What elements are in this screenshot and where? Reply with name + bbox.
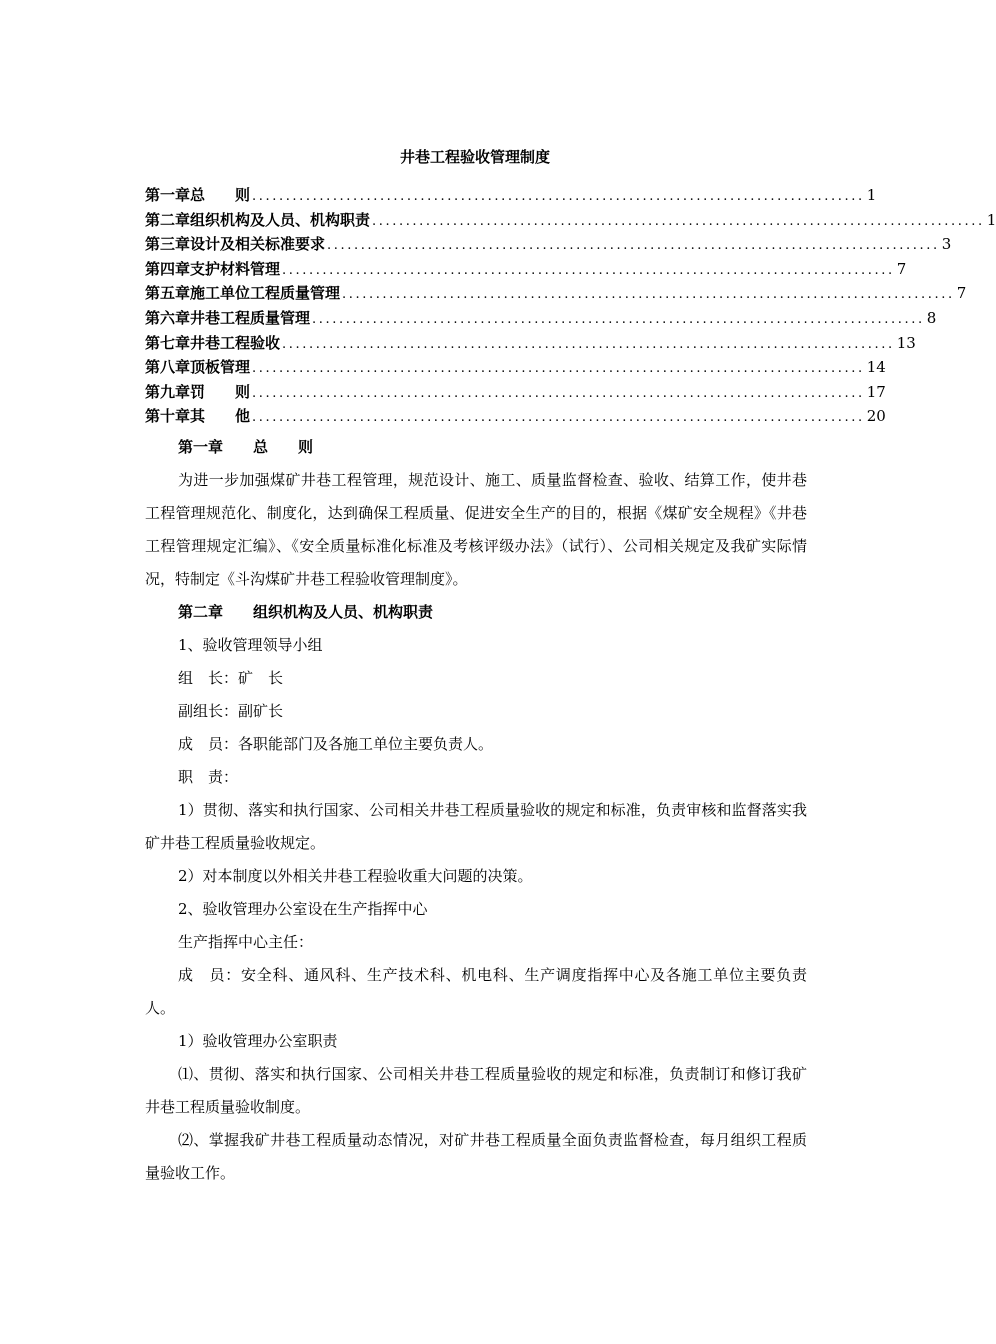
toc-entry[interactable] bbox=[145, 356, 886, 381]
paragraph: ⑵、掌握我矿井巷工程质量动态情况，对矿井巷工程质量全面负责监督检查，每月组织工程质量验收工作。 bbox=[145, 1131, 807, 1182]
toc-chapter-title: 井巷工程验收 bbox=[190, 333, 281, 352]
toc-chapter-number: 第十章 bbox=[145, 407, 191, 426]
toc-entry[interactable] bbox=[145, 405, 886, 430]
toc-chapter-title: 设计及相关标准要求 bbox=[190, 235, 326, 254]
toc-leader: ........................................................................................... bbox=[252, 189, 865, 204]
paragraph: 成 员：安全科、通风科、生产技术科、机电科、生产调度指挥中心及各施工单位主要负责人。 bbox=[145, 966, 807, 1017]
toc-chapter-number: 第三章 bbox=[145, 235, 191, 254]
toc-entry[interactable] bbox=[145, 381, 886, 406]
toc-chapter-title: 其 他 bbox=[190, 407, 251, 426]
toc-page-number: 14 bbox=[866, 358, 886, 377]
toc-page-number: 1 bbox=[866, 186, 877, 204]
document-title: 井巷工程验收管理制度 bbox=[399, 148, 550, 166]
table-of-contents bbox=[145, 184, 996, 430]
toc-entry[interactable] bbox=[145, 209, 996, 234]
toc-entry[interactable] bbox=[145, 307, 937, 332]
toc-page-number: 17 bbox=[866, 382, 886, 401]
paragraph: 职 责： bbox=[178, 768, 239, 786]
toc-chapter-number: 第九章 bbox=[145, 382, 191, 401]
toc-chapter-number: 第八章 bbox=[145, 358, 191, 377]
paragraph: 1）贯彻、落实和执行国家、公司相关井巷工程质量验收的规定和标准，负责审核和监督落实我矿井巷工程质量验收规定。 bbox=[145, 801, 807, 852]
paragraph: 1）验收管理办公室职责 bbox=[178, 1032, 338, 1050]
toc-leader: ........................................................................................... bbox=[252, 361, 865, 377]
toc-page-number: 8 bbox=[926, 308, 937, 327]
chapter-heading: 第一章 总 则 bbox=[178, 438, 314, 456]
toc-chapter-title: 组织机构及人员、机构职责 bbox=[190, 210, 371, 229]
paragraph: 为进一步加强煤矿井巷工程管理，规范设计、施工、质量监督检查、验收、结算工作，使井巷工程管理规范化、制度化，达到确保工程质量、促进安全生产的目的，根据《煤矿安全规程》《井巷工程管理规定汇编》、《安全质量标准化标准及考核评级办法》（试行）、公司相关规定及我矿实际情况，特制定《斗沟煤矿井巷工程验收管理制度》。 bbox=[145, 471, 807, 588]
toc-leader: ........................................................................................... bbox=[312, 311, 925, 327]
toc-chapter-number: 第七章 bbox=[145, 333, 191, 352]
toc-entry[interactable] bbox=[145, 258, 907, 283]
toc-chapter-number: 第五章 bbox=[145, 284, 191, 303]
paragraph: 生产指挥中心主任： bbox=[178, 933, 314, 951]
toc-leader: ........................................................................................... bbox=[252, 410, 865, 426]
paragraph: 组 长：矿 长 bbox=[178, 669, 284, 687]
toc-chapter-number: 第四章 bbox=[145, 259, 191, 278]
paragraph: 2）对本制度以外相关井巷工程验收重大问题的决策。 bbox=[178, 867, 533, 885]
toc-chapter-number: 第二章 bbox=[145, 210, 191, 229]
toc-leader: ........................................................................................... bbox=[372, 213, 985, 229]
chapter-heading: 第二章 组织机构及人员、机构职责 bbox=[178, 603, 434, 621]
section-heading: 2、验收管理办公室设在生产指挥中心 bbox=[178, 900, 428, 918]
toc-leader: ........................................................................................... bbox=[282, 262, 895, 278]
paragraph: 副组长：副矿长 bbox=[178, 702, 284, 720]
toc-chapter-number: 第一章 bbox=[145, 186, 191, 204]
document-body bbox=[145, 431, 807, 1190]
toc-entry[interactable] bbox=[145, 282, 967, 307]
toc-entry[interactable] bbox=[145, 332, 916, 357]
toc-leader: ........................................................................................... bbox=[327, 238, 940, 254]
toc-leader: ........................................................................................... bbox=[342, 287, 955, 303]
toc-page-number: 3 bbox=[941, 235, 952, 254]
toc-chapter-title: 井巷工程质量管理 bbox=[190, 308, 311, 327]
paragraph: ⑴、贯彻、落实和执行国家、公司相关井巷工程质量验收的规定和标准，负责制订和修订我矿井巷工程质量验收制度。 bbox=[145, 1065, 807, 1116]
paragraph: 成 员：各职能部门及各施工单位主要负责人。 bbox=[178, 735, 494, 753]
toc-leader: ........................................................................................... bbox=[252, 385, 865, 401]
toc-leader: ........................................................................................... bbox=[282, 336, 895, 352]
toc-chapter-title: 施工单位工程质量管理 bbox=[190, 284, 341, 303]
toc-page-number: 7 bbox=[956, 284, 967, 303]
section-heading: 1、验收管理领导小组 bbox=[178, 636, 323, 654]
toc-chapter-title: 总 则 bbox=[190, 186, 251, 204]
toc-page-number: 20 bbox=[866, 407, 886, 426]
toc-chapter-title: 罚 则 bbox=[190, 382, 251, 401]
toc-page-number: 1 bbox=[986, 210, 996, 229]
toc-chapter-title: 支护材料管理 bbox=[190, 259, 281, 278]
toc-entry[interactable] bbox=[145, 184, 877, 209]
toc-chapter-title: 顶板管理 bbox=[190, 358, 251, 377]
toc-page-number: 13 bbox=[896, 333, 916, 352]
toc-chapter-number: 第六章 bbox=[145, 308, 191, 327]
toc-page-number: 7 bbox=[896, 259, 907, 278]
toc-entry[interactable] bbox=[145, 233, 952, 258]
